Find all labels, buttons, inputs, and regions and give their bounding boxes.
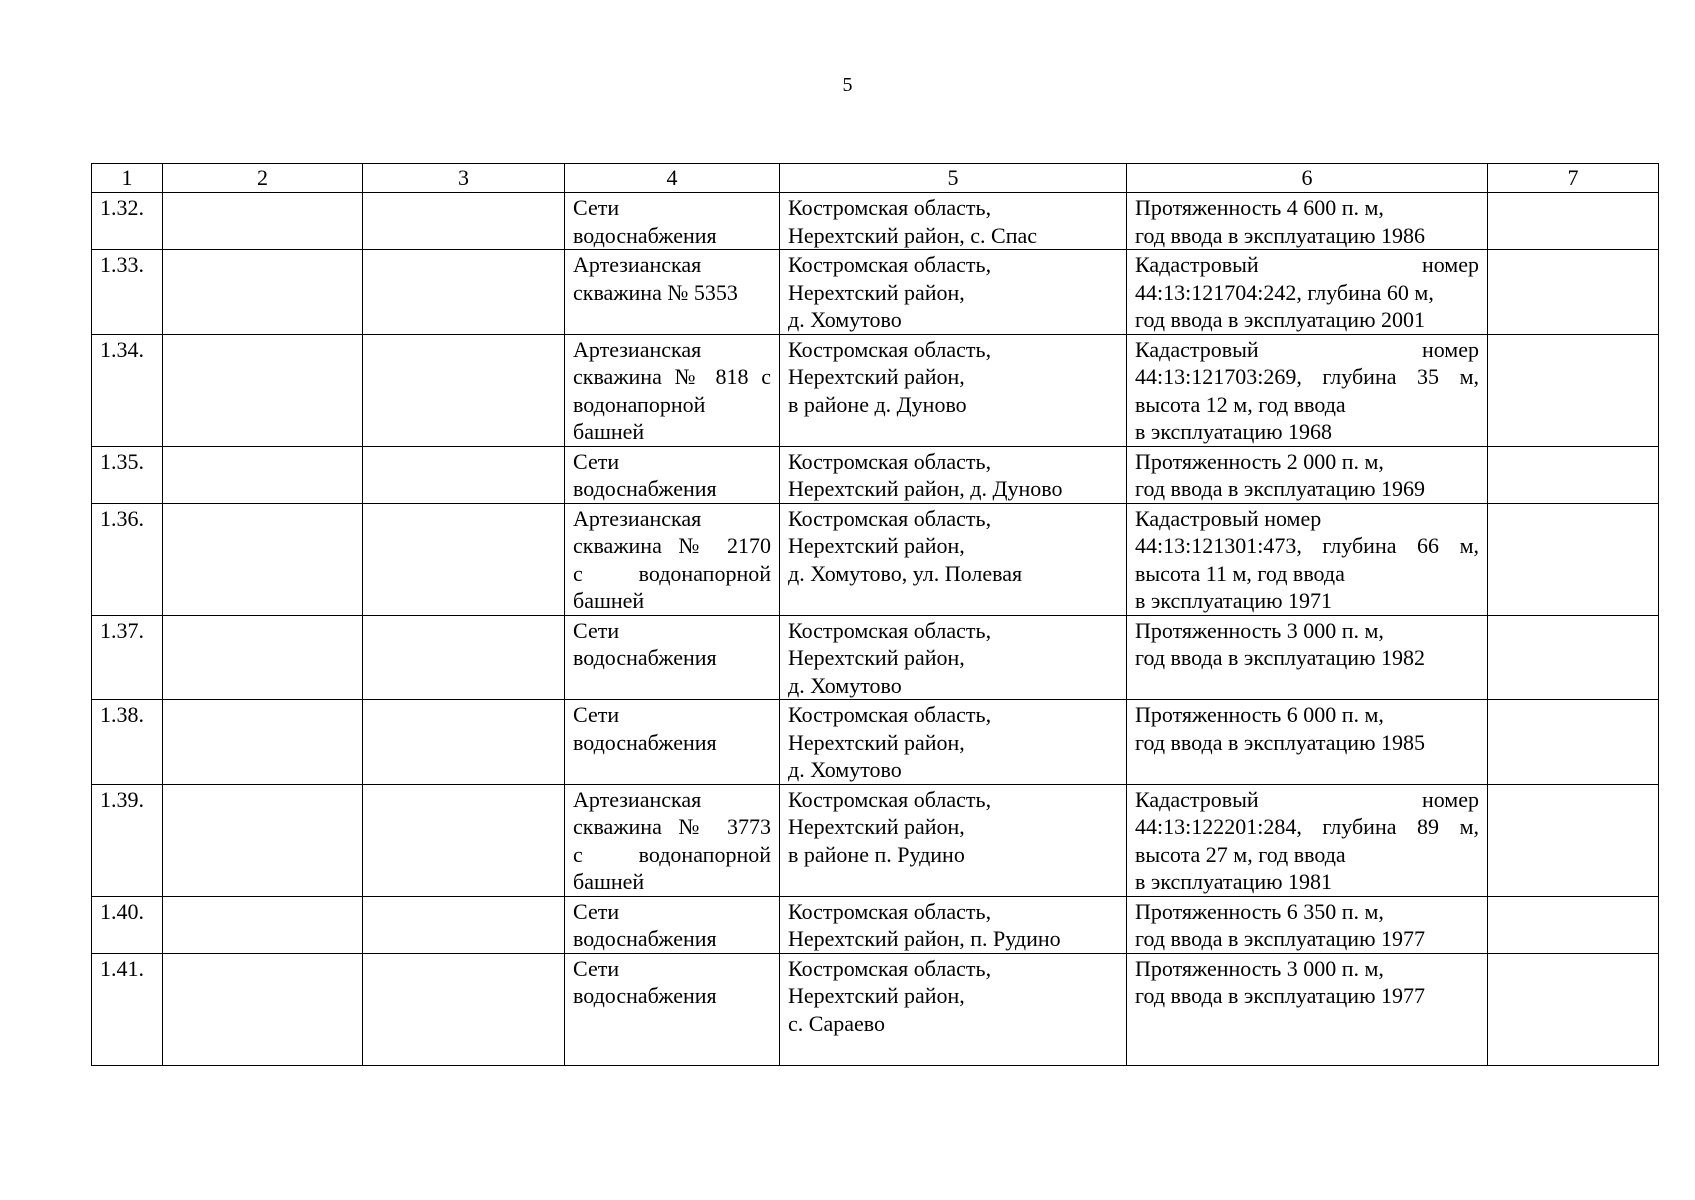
address-cell: [780, 503, 1127, 615]
column-header: 4: [565, 164, 780, 193]
table-row: [92, 250, 1659, 335]
object-characteristics: Протяженность 2 000 п. м, год ввода в эксплуатацию 1969: [1135, 448, 1426, 501]
characteristics-cell: [1127, 615, 1488, 700]
address-cell: [780, 250, 1127, 335]
empty-cell-col3: [363, 334, 565, 446]
object-characteristics: Кадастровый номер 44:13:122201:284, глубина 89 м, высота 27 м, год ввода в эксплуатацию 1981: [1135, 786, 1479, 894]
empty-cell-col3: [363, 446, 565, 503]
item-number: 1.41.: [100, 955, 144, 981]
empty-cell-col3: [363, 193, 565, 250]
item-number-cell: [92, 503, 163, 615]
characteristics-cell: [1127, 896, 1488, 953]
object-characteristics: Протяженность 4 600 п. м, год ввода в эксплуатацию 1986: [1135, 195, 1426, 248]
characteristics-cell: [1127, 784, 1488, 896]
object-address: Костромская область, Нерехтский район, д. Хомутово: [788, 617, 992, 698]
object-name: Артезианская скважина № 2170 с водонапорной башней: [573, 505, 771, 613]
item-number-cell: [92, 953, 163, 1065]
item-number: 1.33.: [100, 252, 144, 277]
item-number-cell: [92, 700, 163, 785]
object-characteristics: Протяженность 3 000 п. м, год ввода в эксплуатацию 1977: [1135, 955, 1426, 1008]
empty-cell-col2: [163, 896, 363, 953]
item-number: 1.35.: [100, 448, 144, 474]
item-number-cell: [92, 334, 163, 446]
empty-cell-col2: [163, 446, 363, 503]
empty-cell-col3: [363, 953, 565, 1065]
object-characteristics: Кадастровый номер 44:13:121301:473, глубина 66 м, высота 11 м, год ввода в эксплуатацию 1971: [1135, 505, 1479, 613]
empty-cell-col7: [1488, 700, 1659, 785]
characteristics-cell: [1127, 700, 1488, 785]
object-address: Костромская область, Нерехтский район, с. Сараево: [788, 955, 992, 1036]
object-address: Костромская область, Нерехтский район, в районе п. Рудино: [788, 786, 992, 867]
object-address: Костромская область, Нерехтский район, д. Дуново: [788, 448, 1063, 501]
item-number: 1.39.: [100, 786, 144, 812]
item-number: 1.34.: [100, 336, 144, 362]
characteristics-cell: [1127, 446, 1488, 503]
column-header: 3: [363, 164, 565, 193]
object-name-cell: [565, 700, 780, 785]
table-row: [92, 784, 1659, 896]
page-number: 5: [842, 74, 853, 96]
table-row: [92, 193, 1659, 250]
object-characteristics: Протяженность 6 000 п. м, год ввода в эксплуатацию 1985: [1135, 702, 1426, 755]
characteristics-cell: [1127, 334, 1488, 446]
address-cell: [780, 615, 1127, 700]
empty-cell-col2: [163, 503, 363, 615]
empty-cell-col2: [163, 700, 363, 785]
object-address: Костромская область, Нерехтский район, в районе д. Дуново: [788, 336, 992, 417]
empty-cell-col2: [163, 250, 363, 335]
empty-cell-col7: [1488, 784, 1659, 896]
object-name: Сети водоснабжения: [573, 617, 717, 670]
object-name-cell: [565, 503, 780, 615]
object-address: Костромская область, Нерехтский район, п. Рудино: [788, 898, 1061, 951]
characteristics-cell: [1127, 193, 1488, 250]
empty-cell-col7: [1488, 615, 1659, 700]
column-header: 2: [163, 164, 363, 193]
empty-cell-col3: [363, 503, 565, 615]
item-number-cell: [92, 615, 163, 700]
object-name: Сети водоснабжения: [573, 955, 717, 1008]
item-number: 1.36.: [100, 505, 144, 531]
table-row: [92, 896, 1659, 953]
empty-cell-col2: [163, 193, 363, 250]
empty-cell-col7: [1488, 896, 1659, 953]
empty-cell-col2: [163, 953, 363, 1065]
address-cell: [780, 193, 1127, 250]
characteristics-cell: [1127, 503, 1488, 615]
object-name: Артезианская скважина № 3773 с водонапорной башней: [573, 786, 771, 894]
object-name-cell: [565, 193, 780, 250]
column-header: 7: [1488, 164, 1659, 193]
object-name-cell: [565, 784, 780, 896]
empty-cell-col3: [363, 784, 565, 896]
table-row: [92, 615, 1659, 700]
object-address: Костромская область, Нерехтский район, д. Хомутово, ул. Полевая: [788, 505, 1023, 586]
item-number: 1.38.: [100, 702, 144, 727]
address-cell: [780, 700, 1127, 785]
item-number-cell: [92, 784, 163, 896]
address-cell: [780, 446, 1127, 503]
property-registry-table: [91, 163, 1659, 1066]
table-row: [92, 334, 1659, 446]
empty-cell-col3: [363, 700, 565, 785]
table-row: [92, 953, 1659, 1065]
item-number: 1.32.: [100, 195, 144, 220]
address-cell: [780, 334, 1127, 446]
column-header: 6: [1127, 164, 1488, 193]
table-row: [92, 503, 1659, 615]
empty-cell-col7: [1488, 193, 1659, 250]
object-name-cell: [565, 250, 780, 335]
table-row: [92, 446, 1659, 503]
empty-cell-col2: [163, 615, 363, 700]
empty-cell-col7: [1488, 503, 1659, 615]
empty-cell-col7: [1488, 446, 1659, 503]
object-name-cell: [565, 953, 780, 1065]
object-name: Артезианская скважина № 5353: [573, 252, 738, 305]
object-name-cell: [565, 334, 780, 446]
characteristics-cell: [1127, 250, 1488, 335]
object-name: Сети водоснабжения: [573, 702, 717, 755]
address-cell: [780, 896, 1127, 953]
column-header: 1: [92, 164, 163, 193]
object-name-cell: [565, 446, 780, 503]
empty-cell-col3: [363, 896, 565, 953]
column-number-row: [92, 164, 1659, 193]
item-number-cell: [92, 193, 163, 250]
object-address: Костромская область, Нерехтский район, д. Хомутово: [788, 702, 992, 782]
empty-cell-col7: [1488, 953, 1659, 1065]
empty-cell-col3: [363, 615, 565, 700]
item-number-cell: [92, 896, 163, 953]
object-name-cell: [565, 896, 780, 953]
object-characteristics: Протяженность 3 000 п. м, год ввода в эксплуатацию 1982: [1135, 617, 1426, 670]
column-header: 5: [780, 164, 1127, 193]
empty-cell-col7: [1488, 334, 1659, 446]
object-address: Костромская область, Нерехтский район, д. Хомутово: [788, 252, 992, 332]
empty-cell-col3: [363, 250, 565, 335]
object-name-cell: [565, 615, 780, 700]
item-number: 1.37.: [100, 617, 144, 643]
object-characteristics: Кадастровый номер 44:13:121704:242, глубина 60 м, год ввода в эксплуатацию 2001: [1135, 252, 1479, 332]
object-name: Сети водоснабжения: [573, 898, 717, 951]
empty-cell-col7: [1488, 250, 1659, 335]
object-name: Артезианская скважина № 818 с водонапорной башней: [573, 336, 771, 444]
object-name: Сети водоснабжения: [573, 448, 717, 501]
object-characteristics: Кадастровый номер 44:13:121703:269, глубина 35 м, высота 12 м, год ввода в эксплуатацию 1968: [1135, 336, 1479, 444]
address-cell: [780, 953, 1127, 1065]
object-address: Костромская область, Нерехтский район, с. Спас: [788, 195, 1038, 248]
table-row: [92, 700, 1659, 785]
item-number-cell: [92, 250, 163, 335]
item-number-cell: [92, 446, 163, 503]
address-cell: [780, 784, 1127, 896]
empty-cell-col2: [163, 784, 363, 896]
characteristics-cell: [1127, 953, 1488, 1065]
empty-cell-col2: [163, 334, 363, 446]
object-characteristics: Протяженность 6 350 п. м, год ввода в эксплуатацию 1977: [1135, 898, 1426, 951]
object-name: Сети водоснабжения: [573, 195, 717, 248]
item-number: 1.40.: [100, 898, 144, 924]
